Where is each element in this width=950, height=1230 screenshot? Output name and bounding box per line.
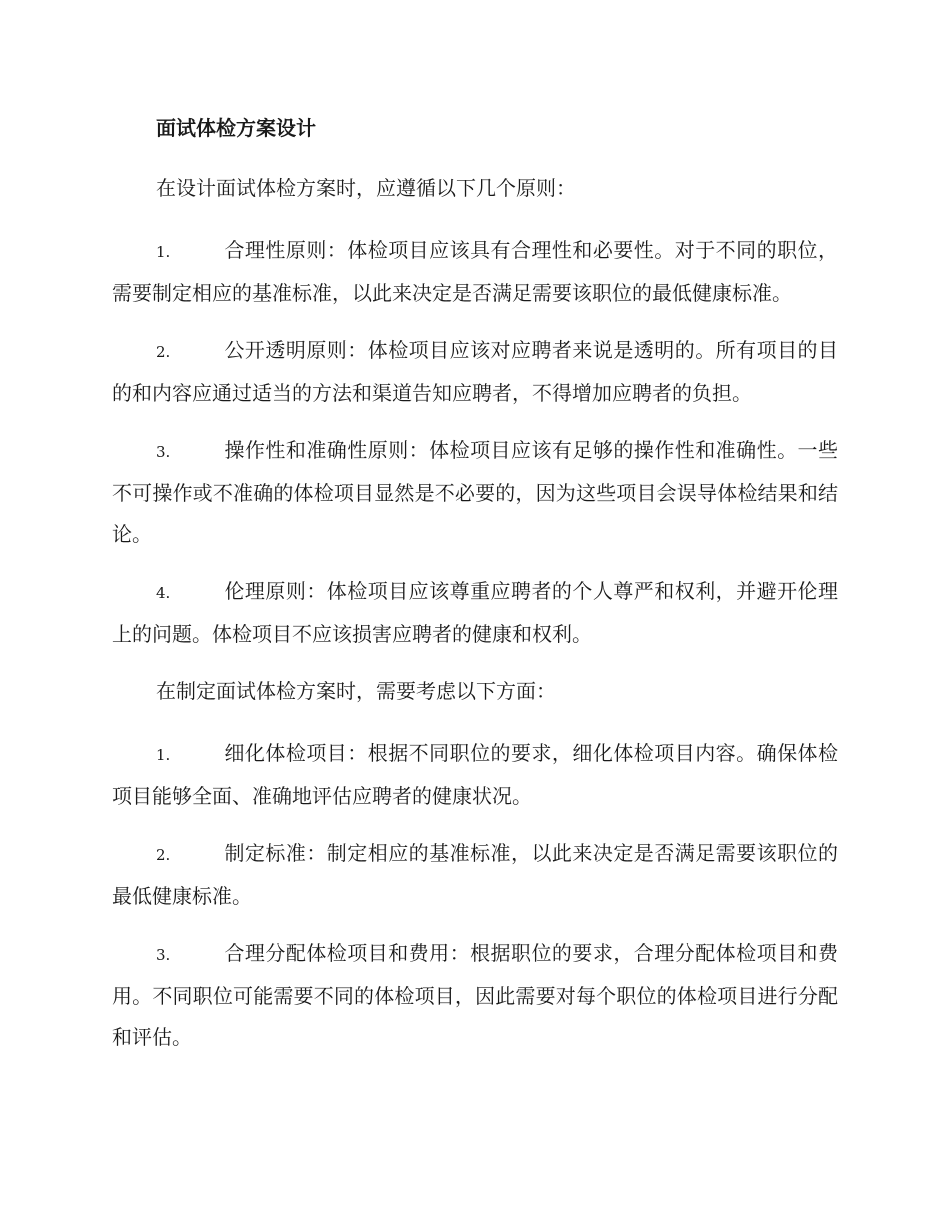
list-item: [112, 733, 838, 817]
list-item-text: 制定标准：制定相应的基准标准，以此来决定是否满足需要该职位的最低健康标准。: [112, 841, 838, 908]
document-title: 面试体检方案设计: [156, 116, 316, 140]
list-item-text: 操作性和准确性原则：体检项目应该有足够的操作性和准确性。一些不可操作或不准确的体检项目显然是不必要的，因为这些项目会误导体检结果和结论。: [112, 438, 838, 546]
list-item: [112, 933, 838, 1058]
list-item-text: 合理性原则：体检项目应该具有合理性和必要性。对于不同的职位，需要制定相应的基准标准，以此来决定是否满足需要该职位的最低健康标准。: [112, 238, 838, 305]
list-item-text: 细化体检项目：根据不同职位的要求，细化体检项目内容。确保体检项目能够全面、准确地评估应聘者的健康状况。: [112, 741, 838, 808]
list-item: [112, 330, 838, 414]
list-item: [112, 430, 838, 555]
list-item-number: 2.: [156, 343, 171, 361]
aspects-list: [112, 733, 838, 1058]
principles-intro: 在设计面试体检方案时，应遵循以下几个原则：: [156, 176, 576, 200]
list-item-number: 1.: [156, 746, 171, 764]
list-item: [112, 833, 838, 917]
list-item-text: 伦理原则：体检项目应该尊重应聘者的个人尊严和权利，并避开伦理上的问题。体检项目不应该损害应聘者的健康和权利。: [112, 579, 838, 646]
list-item-text: 公开透明原则：体检项目应该对应聘者来说是透明的。所有项目的目的和内容应通过适当的方法和渠道告知应聘者，不得增加应聘者的负担。: [112, 338, 838, 405]
list-item-number: 2.: [156, 846, 171, 864]
list-item-text: 合理分配体检项目和费用：根据职位的要求，合理分配体检项目和费用。不同职位可能需要不同的体检项目，因此需要对每个职位的体检项目进行分配和评估。: [112, 941, 838, 1049]
list-item-number: 4.: [156, 584, 171, 602]
list-item-number: 3.: [156, 443, 171, 461]
list-item: [112, 230, 838, 314]
list-item-number: 3.: [156, 946, 171, 964]
principles-list: [112, 230, 838, 655]
list-item-number: 1.: [156, 243, 171, 261]
aspects-intro: 在制定面试体检方案时，需要考虑以下方面：: [156, 679, 556, 703]
list-item: [112, 571, 838, 655]
